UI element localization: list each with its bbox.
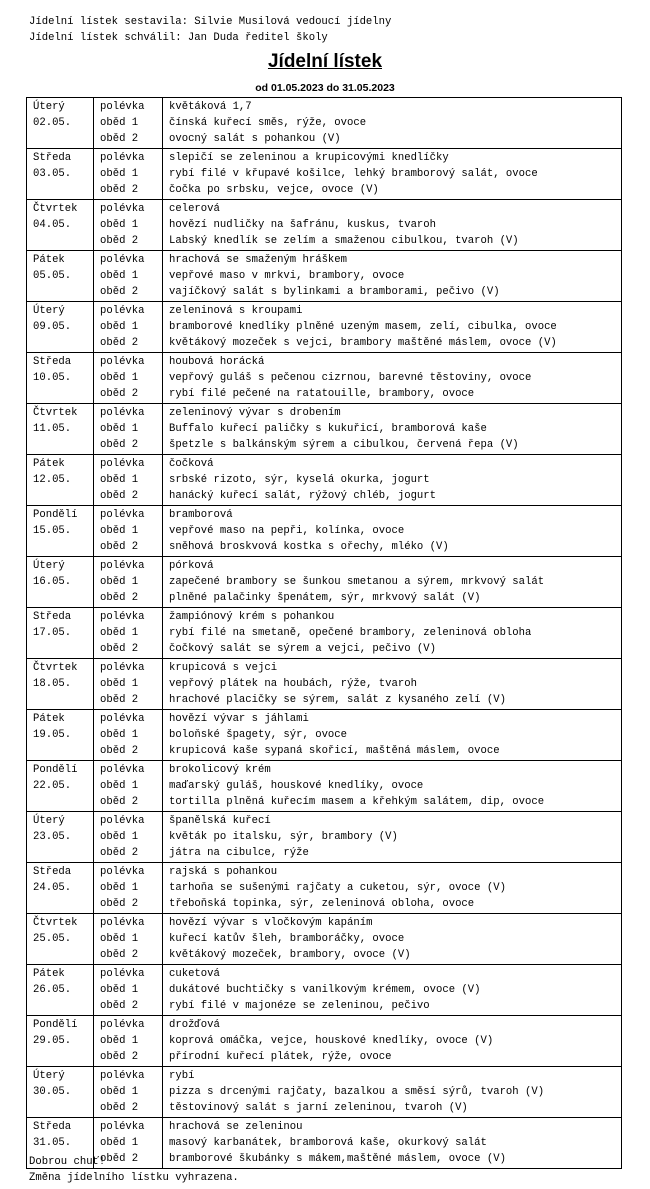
dish-item: Buffalo kuřecí paličky s kukuřicí, bramborová kaše [169,423,487,435]
course-label-cell [94,608,163,659]
menu-day-row [27,608,622,659]
dish-item: rybí filé pečené na ratatouille, brambory, ovoce [169,388,475,400]
course-label: oběd 1 [100,219,139,231]
menu-day-row [27,506,622,557]
menu-day-row [27,404,622,455]
course-label-cell [94,200,163,251]
dish-cell [163,455,622,506]
menu-approver: Jídelní lístek schválil: Jan Duda ředitel školy [29,32,328,44]
course-label: oběd 2 [100,745,139,757]
dish-item: vepřové maso v mrkvi, brambory, ovoce [169,270,405,282]
course-label-cell [94,557,163,608]
menu-day-row [27,965,622,1016]
course-label: polévka [100,509,145,521]
dish-cell [163,506,622,557]
menu-day-row [27,1118,622,1169]
course-label: oběd 2 [100,490,139,502]
day-date: 04.05. [33,219,72,231]
dish-item: cuketová [169,968,220,980]
course-label: oběd 1 [100,627,139,639]
course-label-cell [94,455,163,506]
day-date: 05.05. [33,270,72,282]
day-date: 10.05. [33,372,72,384]
course-label: polévka [100,1121,145,1133]
course-label-cell [94,98,163,149]
dish-item: rybí filé na smetaně, opečené brambory, zeleninová obloha [169,627,532,639]
course-label-cell [94,812,163,863]
day-cell [27,98,94,149]
day-name: Pátek [33,458,65,470]
menu-day-row [27,149,622,200]
dish-item: hrachová se zeleninou [169,1121,303,1133]
course-label: polévka [100,968,145,980]
course-label-cell [94,965,163,1016]
dish-item: zapečené brambory se šunkou smetanou a sýrem, mrkvový salát [169,576,545,588]
day-date: 16.05. [33,576,72,588]
course-label: polévka [100,101,145,113]
menu-day-row [27,812,622,863]
course-label: oběd 1 [100,729,139,741]
course-label: polévka [100,356,145,368]
menu-day-row [27,302,622,353]
dish-item: přírodní kuřecí plátek, rýže, ovoce [169,1051,392,1063]
day-cell [27,914,94,965]
footer-note: Změna jídelního lístku vyhrazena. [29,1172,239,1184]
day-date: 30.05. [33,1086,72,1098]
dish-item: celerová [169,203,220,215]
dish-item: rybí [169,1070,195,1082]
course-label: polévka [100,203,145,215]
dish-item: čínská kuřecí směs, rýže, ovoce [169,117,367,129]
dish-item: krupicová s vejci [169,662,278,674]
course-label: oběd 1 [100,1035,139,1047]
day-cell [27,761,94,812]
dish-item: hanácký kuřecí salát, rýžový chléb, jogurt [169,490,437,502]
page-title: Jídelní lístek [267,51,383,72]
course-label: oběd 2 [100,592,139,604]
day-date: 24.05. [33,882,72,894]
dish-item: plněné palačinky špenátem, sýr, mrkvový salát (V) [169,592,481,604]
course-label-cell [94,659,163,710]
dish-cell [163,914,622,965]
day-cell [27,710,94,761]
course-label-cell [94,404,163,455]
course-label: oběd 1 [100,270,139,282]
course-label: oběd 2 [100,133,139,145]
dish-item: Labský knedlík se zelím a smaženou cibulkou, tvaroh (V) [169,235,519,247]
dish-item: špetzle s balkánským sýrem a cibulkou, červená řepa (V) [169,439,519,451]
course-label: oběd 1 [100,474,139,486]
day-cell [27,608,94,659]
dish-item: houbová horácká [169,356,265,368]
course-label: oběd 1 [100,372,139,384]
dish-item: hrachové placičky se sýrem, salát z kysaného zelí (V) [169,694,506,706]
menu-day-row [27,200,622,251]
day-cell [27,455,94,506]
dish-item: čočkový salát se sýrem a vejci, pečivo (V) [169,643,437,655]
menu-day-row [27,1016,622,1067]
dish-item: čočková [169,458,214,470]
course-label: oběd 2 [100,898,139,910]
course-label: polévka [100,713,145,725]
course-label: oběd 1 [100,576,139,588]
course-label: oběd 2 [100,1102,139,1114]
dish-cell [163,1067,622,1118]
dish-item: bramborové škubánky s mákem,maštěné máslem, ovoce (V) [169,1153,506,1165]
day-date: 03.05. [33,168,72,180]
dish-cell [163,557,622,608]
dish-cell [163,1016,622,1067]
course-label-cell [94,710,163,761]
dish-item: masový karbanátek, bramborová kaše, okurkový salát [169,1137,487,1149]
course-label: polévka [100,1019,145,1031]
dish-item: sněhová broskvová kostka s ořechy, mléko (V) [169,541,449,553]
day-name: Pondělí [33,509,78,521]
dish-item: drožďová [169,1019,220,1031]
menu-table [26,97,622,1169]
day-name: Čtvrtek [33,917,78,929]
day-name: Středa [33,611,72,623]
course-label: oběd 2 [100,949,139,961]
dish-item: vajíčkový salát s bylinkami a bramborami, pečivo (V) [169,286,500,298]
course-label: polévka [100,815,145,827]
day-date: 18.05. [33,678,72,690]
course-label: oběd 2 [100,1000,139,1012]
day-date: 31.05. [33,1137,72,1149]
dish-item: čočka po srbsku, vejce, ovoce (V) [169,184,379,196]
dish-cell [163,1118,622,1169]
date-range: od 01.05.2023 do 31.05.2023 [255,82,395,94]
day-name: Úterý [33,305,65,317]
dish-cell [163,710,622,761]
course-label: oběd 1 [100,882,139,894]
dish-item: zeleninový vývar s drobením [169,407,341,419]
dish-cell [163,404,622,455]
course-label: oběd 2 [100,286,139,298]
course-label: oběd 2 [100,1153,139,1165]
course-label-cell [94,863,163,914]
dish-cell [163,98,622,149]
dish-cell [163,200,622,251]
dish-item: těstovinový salát s jarní zeleninou, tvaroh (V) [169,1102,468,1114]
course-label: oběd 2 [100,643,139,655]
course-label-cell [94,914,163,965]
day-cell [27,302,94,353]
menu-day-row [27,659,622,710]
dish-item: vepřový guláš s pečenou cizrnou, barevné těstoviny, ovoce [169,372,532,384]
dish-item: slepičí se zeleninou a krupicovými knedlíčky [169,152,449,164]
dish-item: kuřecí katův šleh, bramboráčky, ovoce [169,933,405,945]
dish-item: hovězí nudličky na šafránu, kuskus, tvaroh [169,219,437,231]
dish-item: pórková [169,560,214,572]
day-date: 29.05. [33,1035,72,1047]
menu-day-row [27,455,622,506]
dish-item: vepřové maso na pepři, kolínka, ovoce [169,525,405,537]
day-cell [27,1016,94,1067]
course-label: polévka [100,305,145,317]
dish-item: ovocný salát s pohankou (V) [169,133,341,145]
day-date: 15.05. [33,525,72,537]
menu-day-row [27,98,622,149]
day-name: Pondělí [33,1019,78,1031]
dish-cell [163,251,622,302]
menu-day-row [27,914,622,965]
dish-item: rybí filé v křupavé košilce, lehký bramborový salát, ovoce [169,168,538,180]
day-name: Pátek [33,968,65,980]
day-cell [27,506,94,557]
dish-item: květákový mozeček, brambory, ovoce (V) [169,949,411,961]
course-label: oběd 1 [100,525,139,537]
course-label: oběd 1 [100,321,139,333]
day-name: Čtvrtek [33,407,78,419]
dish-item: květáková 1,7 [169,101,252,113]
course-label: polévka [100,560,145,572]
course-label-cell [94,149,163,200]
day-name: Středa [33,152,72,164]
dish-item: krupicová kaše sypaná skořicí, maštěná máslem, ovoce [169,745,500,757]
dish-cell [163,761,622,812]
menu-day-row [27,353,622,404]
course-label-cell [94,1016,163,1067]
dish-cell [163,149,622,200]
dish-item: rajská s pohankou [169,866,278,878]
course-label: oběd 1 [100,117,139,129]
menu-day-row [27,1067,622,1118]
course-label: polévka [100,254,145,266]
dish-item: žampiónový krém s pohankou [169,611,335,623]
day-cell [27,353,94,404]
dish-item: španělská kuřecí [169,815,271,827]
day-date: 25.05. [33,933,72,945]
course-label: polévka [100,152,145,164]
day-name: Středa [33,356,72,368]
dish-item: dukátové buchtičky s vanilkovým krémem, ovoce (V) [169,984,481,996]
menu-day-row [27,251,622,302]
course-label: oběd 1 [100,831,139,843]
course-label: polévka [100,662,145,674]
dish-cell [163,812,622,863]
course-label: oběd 1 [100,780,139,792]
course-label-cell [94,353,163,404]
course-label: oběd 2 [100,541,139,553]
dish-item: tarhoňa se sušenými rajčaty a cuketou, sýr, ovoce (V) [169,882,506,894]
course-label: polévka [100,764,145,776]
course-label: oběd 2 [100,388,139,400]
dish-item: květákový mozeček s vejci, brambory maštěné máslem, ovoce (V) [169,337,557,349]
day-name: Čtvrtek [33,203,78,215]
day-date: 19.05. [33,729,72,741]
day-cell [27,1067,94,1118]
day-date: 17.05. [33,627,72,639]
day-name: Pondělí [33,764,78,776]
course-label-cell [94,506,163,557]
course-label-cell [94,761,163,812]
course-label: polévka [100,458,145,470]
day-cell [27,965,94,1016]
dish-item: hovězí vývar s vločkovým kapáním [169,917,373,929]
course-label: oběd 1 [100,1137,139,1149]
day-name: Čtvrtek [33,662,78,674]
course-label: oběd 2 [100,439,139,451]
day-name: Pátek [33,254,65,266]
dish-item: bramborové knedlíky plněné uzeným masem, zelí, cibulka, ovoce [169,321,557,333]
dish-item: pizza s drcenými rajčaty, bazalkou a směsí sýrů, tvaroh (V) [169,1086,545,1098]
dish-item: rybí filé v majonéze se zeleninou, pečivo [169,1000,430,1012]
day-name: Středa [33,1121,72,1133]
course-label: oběd 1 [100,933,139,945]
day-name: Úterý [33,815,65,827]
dish-item: játra na cibulce, rýže [169,847,309,859]
course-label: oběd 1 [100,423,139,435]
dish-cell [163,863,622,914]
course-label: oběd 2 [100,337,139,349]
day-name: Úterý [33,1070,65,1082]
dish-cell [163,353,622,404]
dish-item: maďarský guláš, houskové knedlíky, ovoce [169,780,424,792]
menu-day-row [27,863,622,914]
day-cell [27,149,94,200]
day-cell [27,557,94,608]
course-label: oběd 2 [100,235,139,247]
day-date: 02.05. [33,117,72,129]
day-cell [27,404,94,455]
course-label: oběd 2 [100,796,139,808]
dish-item: vepřový plátek na houbách, rýže, tvaroh [169,678,417,690]
course-label: oběd 2 [100,184,139,196]
day-name: Pátek [33,713,65,725]
dish-item: brokolicový krém [169,764,271,776]
course-label: polévka [100,407,145,419]
day-name: Úterý [33,101,65,113]
course-label: oběd 2 [100,694,139,706]
day-name: Úterý [33,560,65,572]
day-date: 09.05. [33,321,72,333]
dish-item: tortilla plněná kuřecím masem a křehkým salátem, dip, ovoce [169,796,545,808]
day-cell [27,251,94,302]
course-label: oběd 1 [100,984,139,996]
day-date: 26.05. [33,984,72,996]
menu-day-row [27,557,622,608]
course-label: oběd 1 [100,678,139,690]
course-label: oběd 1 [100,168,139,180]
day-name: Středa [33,866,72,878]
dish-item: bramborová [169,509,233,521]
course-label: oběd 1 [100,1086,139,1098]
day-cell [27,659,94,710]
dish-item: hrachová se smaženým hráškem [169,254,348,266]
dish-cell [163,302,622,353]
dish-item: boloňské špagety, sýr, ovoce [169,729,348,741]
dish-item: srbské rizoto, sýr, kyselá okurka, jogurt [169,474,430,486]
day-date: 12.05. [33,474,72,486]
course-label: polévka [100,917,145,929]
course-label-cell [94,251,163,302]
course-label-cell [94,302,163,353]
day-cell [27,200,94,251]
course-label: polévka [100,866,145,878]
day-cell [27,812,94,863]
dish-cell [163,965,622,1016]
dish-item: třeboňská topinka, sýr, zeleninová obloha, ovoce [169,898,475,910]
course-label-cell [94,1067,163,1118]
dish-cell [163,659,622,710]
course-label: oběd 2 [100,1051,139,1063]
footer-greeting: Dobrou chuť! [29,1156,106,1168]
course-label: oběd 2 [100,847,139,859]
dish-cell [163,608,622,659]
course-label: polévka [100,1070,145,1082]
menu-author: Jídelní lístek sestavila: Silvie Musilová vedoucí jídelny [29,16,392,28]
day-date: 11.05. [33,423,72,435]
course-label: polévka [100,611,145,623]
dish-item: květák po italsku, sýr, brambory (V) [169,831,398,843]
day-cell [27,863,94,914]
dish-item: hovězí vývar s jáhlami [169,713,309,725]
menu-day-row [27,761,622,812]
dish-item: koprová omáčka, vejce, houskové knedlíky, ovoce (V) [169,1035,494,1047]
day-date: 22.05. [33,780,72,792]
dish-item: zeleninová s kroupami [169,305,303,317]
day-date: 23.05. [33,831,72,843]
menu-day-row [27,710,622,761]
